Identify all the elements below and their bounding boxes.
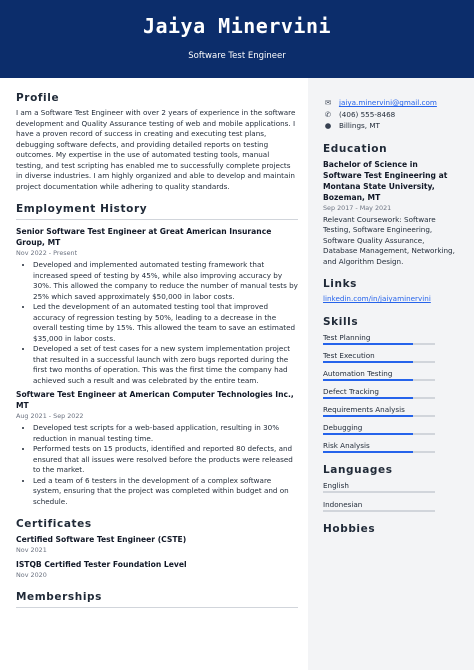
profile-heading: Profile: [16, 92, 60, 104]
memberships-heading: Memberships: [16, 591, 103, 603]
skill-level-bar: [323, 379, 435, 381]
certificate-entry: [16, 559, 298, 580]
certificate-title: ISTQB Certified Tester Foundation Level: [16, 560, 187, 569]
profile-section: [16, 92, 298, 192]
skill-item: [323, 368, 459, 381]
job-title: Senior Software Test Engineer at Great American Insurance Group, MT: [16, 227, 272, 247]
coursework-text: Relevant Coursework: Software Testing, Software Engineering, Software Quality Assurance, Database Management, Networking, and Algorithm Design.: [323, 214, 455, 266]
skill-item: [323, 386, 459, 399]
location-pin-icon: ●: [324, 121, 332, 130]
education-date: Sep 2017 - May 2021: [323, 203, 392, 212]
job-date: Nov 2022 - Present: [16, 249, 78, 257]
section-divider: [16, 219, 298, 220]
certificates-heading: Certificates: [16, 518, 92, 530]
employment-heading: Employment History: [16, 203, 148, 215]
skill-item: [323, 350, 459, 363]
skill-level-bar: [323, 451, 435, 453]
languages-heading: Languages: [323, 463, 393, 476]
links-heading: Links: [323, 278, 357, 290]
envelope-icon: ✉: [324, 98, 332, 107]
hobbies-heading: Hobbies: [323, 522, 376, 535]
links-section: [323, 278, 459, 305]
list-item: • Led a team of 6 testers in the development of a complex software system, ensuring that the project was completed within budget and on schedule.: [33, 476, 298, 508]
skill-level-fill: [323, 379, 413, 381]
list-item: • Developed a set of test cases for a new system implementation project that resulted in a successful launch with zero bugs reported during the first two months of operation. This was the first time the company had achieved such a result and was celebrated by the entire team.: [33, 344, 298, 386]
job-entry: [16, 226, 298, 386]
skill-level-fill: [323, 361, 413, 363]
skill-name: Debugging: [323, 422, 363, 432]
skill-level-bar: [323, 361, 435, 363]
certificate-title: Certified Software Test Engineer (CSTE): [16, 535, 187, 544]
skill-name: Test Planning: [323, 332, 371, 342]
skill-name: Automation Testing: [323, 368, 393, 378]
language-item: English: [323, 480, 349, 490]
email-link[interactable]: jaiya.minervini@gmail.com: [339, 98, 437, 107]
job-bullets: [16, 260, 298, 386]
skill-level-fill: [323, 451, 413, 453]
skills-list: [323, 332, 459, 453]
education-section: [323, 143, 459, 268]
location-text: Billings, MT: [339, 121, 380, 130]
phone-icon: ✆: [324, 109, 332, 119]
skill-item: [323, 332, 459, 345]
certificate-date: Nov 2021: [16, 546, 47, 554]
job-title-subtitle: Software Test Engineer: [188, 51, 286, 61]
contact-email-row: [323, 97, 459, 109]
language-item: Indonesian: [323, 499, 363, 509]
job-title: Software Test Engineer at American Computer Technologies Inc., MT: [16, 390, 294, 410]
profile-text: I am a Software Test Engineer with over 2 years of experience in the software development and Quality Assurance testing of web and mobile applications. I have a proven record of success in creating and executing test plans, debugging software defects, and providing detailed reports on testing outcomes. My expertise in the use of automated testing tools, manual testing, and test scripting has enabled me to successfully complete projects in diverse industries. I am highly organized and able to develop and maintain project documentation while adhering to quality standards.: [16, 108, 296, 191]
education-heading: Education: [323, 142, 388, 155]
section-divider: [16, 607, 298, 608]
skills-heading: Skills: [323, 315, 359, 328]
languages-section: [323, 464, 459, 512]
skill-level-fill: [323, 343, 413, 345]
skill-level-fill: [323, 415, 413, 417]
language-bar: [323, 491, 435, 493]
hobbies-section: [323, 523, 459, 535]
job-entry: [16, 389, 298, 507]
certificates-section: [16, 518, 298, 580]
skill-name: Requirements Analysis: [323, 404, 405, 414]
skill-level-bar: [323, 415, 435, 417]
contact-location-row: [323, 120, 459, 132]
certificate-date: Nov 2020: [16, 571, 47, 579]
skills-section: [323, 316, 459, 453]
skill-name: Test Execution: [323, 350, 375, 360]
certificate-entry: [16, 534, 298, 555]
skill-item: [323, 422, 459, 435]
resume-header: [0, 0, 474, 78]
contact-phone-row: [323, 109, 459, 121]
sidebar: [308, 78, 474, 670]
list-item: • Led the development of an automated testing tool that improved accuracy of regression testing by 50%, leading to a decrease in the overall testing time by 15%. This allowed the team to save an estimated $35,000 in labor costs.: [33, 302, 298, 344]
list-item: • Developed and implemented automated testing framework that increased speed of testing by 45%, while also improving accuracy by 30%. This allowed the company to reduce the number of manual tests by 25% which saved approximately $50,000 in labor costs.: [33, 260, 298, 302]
skill-name: Defect Tracking: [323, 386, 379, 396]
degree-title: Bachelor of Science in Software Test Engineering at Montana State University, Bozeman, MT: [323, 159, 448, 202]
skill-level-bar: [323, 433, 435, 435]
phone-number: (406) 555-8468: [339, 109, 396, 119]
job-bullets: [16, 423, 298, 507]
linkedin-link[interactable]: linkedin.com/in/jaiyaminervini: [323, 294, 431, 303]
skill-name: Risk Analysis: [323, 440, 370, 450]
job-date: Aug 2021 - Sep 2022: [16, 412, 84, 420]
contact-section: [323, 97, 459, 132]
skill-item: [323, 440, 459, 453]
list-item: • Performed tests on 15 products, identified and reported 80 defects, and ensured that all issues were resolved before the products were released to the market.: [33, 444, 298, 476]
candidate-name: Jaiya Minervini: [142, 14, 332, 38]
skill-level-fill: [323, 433, 413, 435]
skill-level-bar: [323, 343, 435, 345]
employment-section: [16, 203, 298, 507]
main-column: [16, 92, 298, 614]
skill-level-bar: [323, 397, 435, 399]
list-item: • Developed test scripts for a web-based application, resulting in 30% reduction in manual testing time.: [33, 423, 298, 444]
language-bar: [323, 510, 435, 512]
skill-item: [323, 404, 459, 417]
skill-level-fill: [323, 397, 413, 399]
memberships-section: [16, 591, 298, 608]
